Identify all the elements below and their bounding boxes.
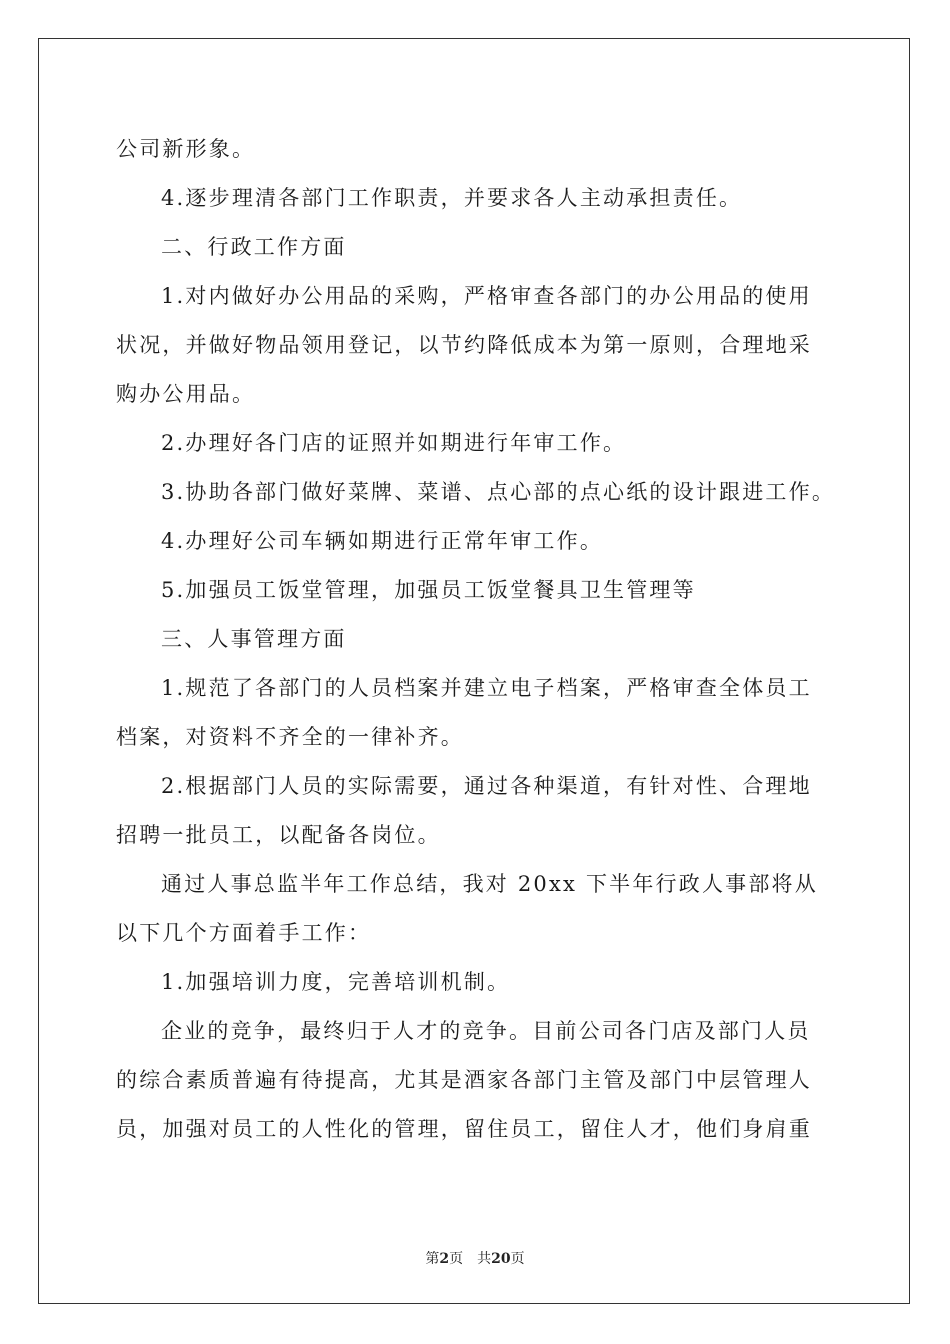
text-line: 2.根据部门人员的实际需要，通过各种渠道，有针对性、合理地 xyxy=(161,774,812,798)
footer-page-suffix: 页 xyxy=(449,1251,464,1267)
text-line: 4.逐步理清各部门工作职责，并要求各人主动承担责任。 xyxy=(161,186,743,210)
document-body xyxy=(116,125,846,1154)
text-line: 档案，对资料不齐全的一律补齐。 xyxy=(116,725,464,749)
footer-page-prefix: 第 xyxy=(425,1251,440,1267)
footer-page-number: 2 xyxy=(439,1251,450,1267)
text-line: 1.规范了各部门的人员档案并建立电子档案，严格审查全体员工 xyxy=(161,676,812,700)
text-line: 二、行政工作方面 xyxy=(161,235,347,259)
text-line: 员，加强对员工的人性化的管理，留住员工，留住人才，他们身肩重 xyxy=(116,1117,812,1141)
text-line: 公司新形象。 xyxy=(116,137,256,161)
footer-total-prefix: 共 xyxy=(477,1251,492,1267)
footer-total-pages: 20 xyxy=(491,1251,511,1267)
text-line: 三、人事管理方面 xyxy=(161,627,347,651)
text-line: 1.对内做好办公用品的采购，严格审查各部门的办公用品的使用 xyxy=(161,284,812,308)
text-line: 5.加强员工饭堂管理，加强员工饭堂餐具卫生管理等 xyxy=(161,578,696,602)
text-line: 4.办理好公司车辆如期进行正常年审工作。 xyxy=(161,529,604,553)
text-line: 购办公用品。 xyxy=(116,382,256,406)
text-line: 2.办理好各门店的证照并如期进行年审工作。 xyxy=(161,431,627,455)
text-line: 以下几个方面着手工作： xyxy=(116,921,372,945)
text-line: 的综合素质普遍有待提高，尤其是酒家各部门主管及部门中层管理人 xyxy=(116,1068,812,1092)
text-line: 招聘一批员工，以配备各岗位。 xyxy=(116,823,441,847)
text-line: 状况，并做好物品领用登记，以节约降低成本为第一原则，合理地采 xyxy=(116,333,812,357)
text-line: 企业的竞争，最终归于人才的竞争。目前公司各门店及部门人员 xyxy=(161,1019,811,1043)
page-footer xyxy=(0,1248,950,1268)
text-line: 1.加强培训力度，完善培训机制。 xyxy=(161,970,511,994)
text-line: 通过人事总监半年工作总结，我对 20xx 下半年行政人事部将从 xyxy=(161,872,818,896)
footer-total-suffix: 页 xyxy=(510,1251,525,1267)
text-line: 3.协助各部门做好菜牌、菜谱、点心部的点心纸的设计跟进工作。 xyxy=(161,480,836,504)
